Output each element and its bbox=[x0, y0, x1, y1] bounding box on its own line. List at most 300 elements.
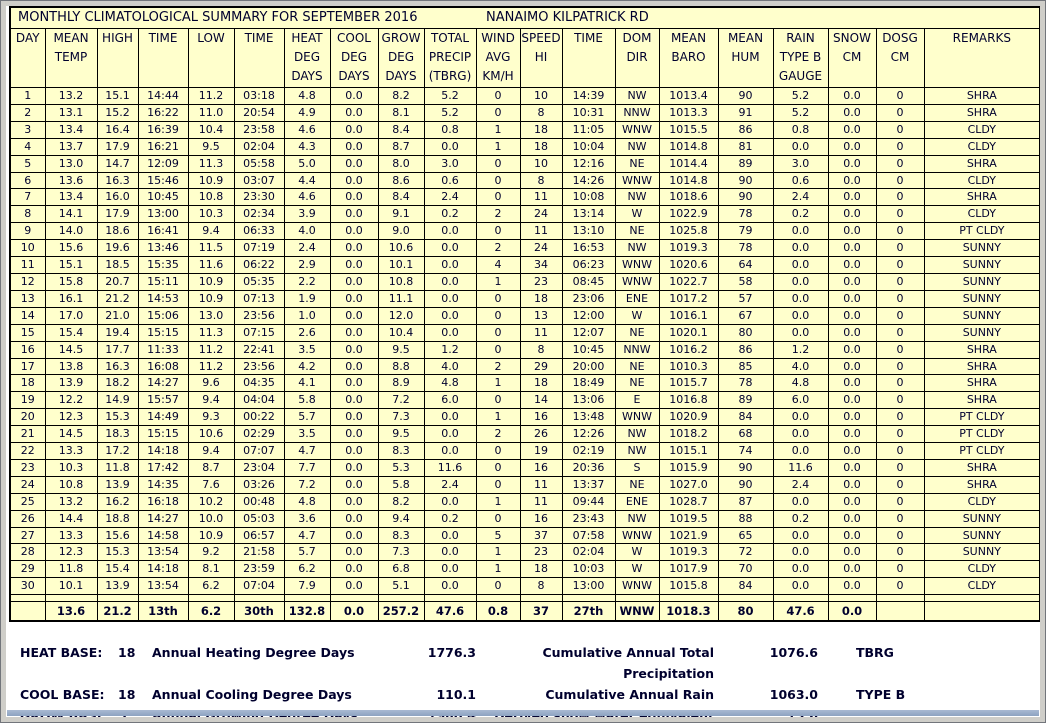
table-cell: SUNNY bbox=[924, 257, 1040, 274]
footer-summary bbox=[20, 642, 1030, 717]
table-cell: 0 bbox=[476, 476, 520, 493]
table-cell: CLDY bbox=[924, 578, 1040, 595]
table-cell: 3.5 bbox=[284, 426, 330, 443]
climatological-summary-table bbox=[9, 6, 1040, 622]
table-cell: 0.0 bbox=[424, 307, 476, 324]
table-cell: 15.1 bbox=[97, 88, 138, 105]
header-line: HUM bbox=[731, 50, 760, 64]
table-cell: 0.0 bbox=[773, 426, 828, 443]
table-cell: 0.0 bbox=[330, 138, 378, 155]
table-cell: 16 bbox=[520, 459, 562, 476]
table-cell: 0.0 bbox=[828, 602, 876, 622]
table-cell: 1019.5 bbox=[659, 510, 718, 527]
table-cell: 0.0 bbox=[330, 189, 378, 206]
table-cell: 07:07 bbox=[234, 443, 284, 460]
table-cell bbox=[234, 595, 284, 602]
table-cell: 4.0 bbox=[284, 223, 330, 240]
table-cell: 0.0 bbox=[773, 324, 828, 341]
table-cell: 65 bbox=[718, 527, 773, 544]
table-cell: 14:44 bbox=[138, 88, 188, 105]
table-cell: 23:59 bbox=[234, 561, 284, 578]
table-cell: 0.0 bbox=[828, 290, 876, 307]
table-row bbox=[10, 138, 1040, 155]
table-cell: 03:18 bbox=[234, 88, 284, 105]
table-cell: 5.2 bbox=[424, 104, 476, 121]
table-cell: 0.0 bbox=[828, 443, 876, 460]
cumulative-rain-label: Cumulative Annual Rain bbox=[545, 687, 714, 702]
table-cell bbox=[45, 595, 97, 602]
table-cell: 0.0 bbox=[828, 358, 876, 375]
table-cell: 8.0 bbox=[378, 155, 424, 172]
table-cell: 0 bbox=[476, 459, 520, 476]
table-cell: 20 bbox=[10, 409, 45, 426]
table-cell bbox=[924, 602, 1040, 622]
table-cell: 07:15 bbox=[234, 324, 284, 341]
table-cell: 18 bbox=[520, 138, 562, 155]
table-cell: SUNNY bbox=[924, 290, 1040, 307]
table-cell: 10.1 bbox=[45, 578, 97, 595]
table-cell: 9.6 bbox=[188, 375, 234, 392]
table-cell: SHRA bbox=[924, 189, 1040, 206]
table-cell: 2.9 bbox=[284, 257, 330, 274]
table-cell: 30th bbox=[234, 602, 284, 622]
table-cell: 0 bbox=[876, 459, 924, 476]
table-cell: 13th bbox=[138, 602, 188, 622]
table-cell bbox=[659, 595, 718, 602]
table-cell: 14.9 bbox=[97, 392, 138, 409]
table-cell: 90 bbox=[718, 88, 773, 105]
table-cell: 23:56 bbox=[234, 358, 284, 375]
table-cell: 07:19 bbox=[234, 240, 284, 257]
table-cell: 8.1 bbox=[378, 104, 424, 121]
table-cell: 07:58 bbox=[562, 527, 615, 544]
table-cell: 8 bbox=[520, 341, 562, 358]
table-row bbox=[10, 172, 1040, 189]
table-cell: 10.4 bbox=[188, 121, 234, 138]
table-row bbox=[10, 88, 1040, 105]
table-cell: 0.0 bbox=[773, 307, 828, 324]
table-row bbox=[10, 426, 1040, 443]
table-row bbox=[10, 189, 1040, 206]
header-line: LOW bbox=[197, 31, 225, 45]
table-cell: 0.0 bbox=[828, 172, 876, 189]
table-cell: 1013.4 bbox=[659, 88, 718, 105]
header-line: MEAN bbox=[727, 31, 764, 45]
table-body bbox=[10, 88, 1040, 622]
table-cell: ENE bbox=[615, 290, 659, 307]
table-cell: 0.0 bbox=[424, 290, 476, 307]
table-cell: 34 bbox=[520, 257, 562, 274]
table-cell: 11.5 bbox=[188, 240, 234, 257]
table-cell: 6.2 bbox=[284, 561, 330, 578]
table-cell: 30 bbox=[10, 578, 45, 595]
table-cell: 0.0 bbox=[828, 138, 876, 155]
table-cell: 0 bbox=[876, 358, 924, 375]
table-cell: 1017.2 bbox=[659, 290, 718, 307]
table-cell: 4.8 bbox=[424, 375, 476, 392]
table-row bbox=[10, 561, 1040, 578]
table-cell: 21.2 bbox=[97, 602, 138, 622]
table-cell: 0 bbox=[476, 510, 520, 527]
table-cell: 1010.3 bbox=[659, 358, 718, 375]
table-cell: 4.9 bbox=[284, 104, 330, 121]
table-cell: 0 bbox=[476, 172, 520, 189]
header-line: COOL bbox=[337, 31, 371, 45]
table-cell: 10:45 bbox=[562, 341, 615, 358]
report-content-area bbox=[6, 6, 1040, 717]
table-cell: 02:29 bbox=[234, 426, 284, 443]
annual-heating-label: Annual Heating Degree Days bbox=[152, 645, 355, 660]
table-cell: 11.6 bbox=[773, 459, 828, 476]
table-cell: 0.6 bbox=[424, 172, 476, 189]
table-cell: 1018.3 bbox=[659, 602, 718, 622]
table-cell: 0.2 bbox=[773, 510, 828, 527]
header-line: DAY bbox=[15, 31, 40, 45]
table-cell: NW bbox=[615, 510, 659, 527]
table-cell: 02:04 bbox=[234, 138, 284, 155]
table-cell: 5.2 bbox=[424, 88, 476, 105]
table-cell: CLDY bbox=[924, 561, 1040, 578]
table-cell: 3.0 bbox=[773, 155, 828, 172]
heat-base-value: 18 bbox=[118, 645, 136, 660]
table-cell: 67 bbox=[718, 307, 773, 324]
table-cell: 0.0 bbox=[828, 578, 876, 595]
table-cell: 0.0 bbox=[828, 375, 876, 392]
table-cell: 84 bbox=[718, 409, 773, 426]
table-cell bbox=[828, 595, 876, 602]
table-cell: CLDY bbox=[924, 206, 1040, 223]
table-cell: 17.9 bbox=[97, 206, 138, 223]
table-cell: 0.0 bbox=[424, 578, 476, 595]
table-cell: 16:41 bbox=[138, 223, 188, 240]
table-cell: 0 bbox=[876, 121, 924, 138]
table-cell: 0.0 bbox=[330, 578, 378, 595]
table-cell: 0 bbox=[876, 443, 924, 460]
table-cell: 1020.1 bbox=[659, 324, 718, 341]
table-cell bbox=[876, 602, 924, 622]
table-cell: 10.1 bbox=[378, 257, 424, 274]
table-cell: 0.0 bbox=[330, 88, 378, 105]
table-cell: 3.0 bbox=[424, 155, 476, 172]
table-cell: 10:04 bbox=[562, 138, 615, 155]
table-cell: 0 bbox=[876, 206, 924, 223]
table-cell: 17:42 bbox=[138, 459, 188, 476]
table-cell: 22 bbox=[10, 443, 45, 460]
table-cell: 00:48 bbox=[234, 493, 284, 510]
table-cell: 9 bbox=[10, 223, 45, 240]
table-cell: 4.8 bbox=[773, 375, 828, 392]
table-cell: 11 bbox=[520, 223, 562, 240]
table-cell: 1015.9 bbox=[659, 459, 718, 476]
table-cell: 0.0 bbox=[330, 510, 378, 527]
table-cell: 12:09 bbox=[138, 155, 188, 172]
table-cell: PT CLDY bbox=[924, 409, 1040, 426]
table-cell: 0.0 bbox=[828, 409, 876, 426]
table-cell: 1014.4 bbox=[659, 155, 718, 172]
table-cell: 23:04 bbox=[234, 459, 284, 476]
table-cell: 0.0 bbox=[773, 544, 828, 561]
table-cell: W bbox=[615, 544, 659, 561]
header-line: DAYS bbox=[338, 69, 370, 83]
table-cell: 14.0 bbox=[45, 223, 97, 240]
column-header-dom-dir bbox=[615, 29, 659, 88]
table-cell: 9.5 bbox=[188, 138, 234, 155]
table-cell: 9.4 bbox=[188, 443, 234, 460]
table-cell: 05:35 bbox=[234, 273, 284, 290]
table-cell: 11 bbox=[520, 324, 562, 341]
table-cell: 1 bbox=[476, 138, 520, 155]
table-cell: 0 bbox=[876, 527, 924, 544]
table-cell: 9.5 bbox=[378, 341, 424, 358]
header-line: DOSG bbox=[882, 31, 918, 45]
table-cell: 79 bbox=[718, 223, 773, 240]
table-cell: 0.0 bbox=[828, 561, 876, 578]
table-cell: 5.8 bbox=[284, 392, 330, 409]
table-cell: 3.5 bbox=[284, 341, 330, 358]
header-line: CM bbox=[890, 50, 910, 64]
table-cell bbox=[924, 595, 1040, 602]
table-cell: SHRA bbox=[924, 88, 1040, 105]
table-title-cell bbox=[10, 7, 1040, 29]
table-cell: 0 bbox=[476, 392, 520, 409]
table-cell: 4.8 bbox=[284, 493, 330, 510]
table-cell: 0.0 bbox=[424, 561, 476, 578]
table-cell: 19.6 bbox=[97, 240, 138, 257]
table-cell: 0.0 bbox=[330, 358, 378, 375]
table-cell: 0.0 bbox=[828, 544, 876, 561]
table-cell: 64 bbox=[718, 257, 773, 274]
header-line: SPEED bbox=[521, 31, 561, 45]
table-cell: 4.7 bbox=[284, 443, 330, 460]
table-cell: 14.7 bbox=[97, 155, 138, 172]
header-line: DEG bbox=[293, 50, 321, 64]
table-cell: 12 bbox=[10, 273, 45, 290]
table-cell: CLDY bbox=[924, 121, 1040, 138]
table-cell: 18.8 bbox=[97, 510, 138, 527]
table-cell: 18 bbox=[10, 375, 45, 392]
table-cell: 20:36 bbox=[562, 459, 615, 476]
table-cell: 1 bbox=[476, 409, 520, 426]
table-cell: 74 bbox=[718, 443, 773, 460]
table-cell: 13 bbox=[520, 307, 562, 324]
column-header-mean-baro bbox=[659, 29, 718, 88]
table-cell: 0.0 bbox=[330, 443, 378, 460]
table-cell: 06:33 bbox=[234, 223, 284, 240]
table-cell: 0.0 bbox=[828, 459, 876, 476]
table-cell: PT CLDY bbox=[924, 443, 1040, 460]
table-cell: 9.4 bbox=[378, 510, 424, 527]
table-cell: 11.8 bbox=[45, 561, 97, 578]
table-cell: 18 bbox=[520, 121, 562, 138]
table-cell: 1028.7 bbox=[659, 493, 718, 510]
table-cell: 18.2 bbox=[97, 375, 138, 392]
table-cell: ENE bbox=[615, 493, 659, 510]
table-cell: 0.0 bbox=[828, 189, 876, 206]
table-cell: 12:07 bbox=[562, 324, 615, 341]
table-cell: 3.6 bbox=[284, 510, 330, 527]
table-cell: 12.2 bbox=[45, 392, 97, 409]
table-cell: 8.3 bbox=[378, 527, 424, 544]
table-cell: 8.2 bbox=[378, 88, 424, 105]
table-cell: 1016.1 bbox=[659, 307, 718, 324]
table-cell: 15:57 bbox=[138, 392, 188, 409]
column-header-high bbox=[97, 29, 138, 88]
table-cell: 0.0 bbox=[773, 578, 828, 595]
table-cell: 7.3 bbox=[378, 409, 424, 426]
header-line: DIR bbox=[626, 50, 648, 64]
table-cell: 5 bbox=[10, 155, 45, 172]
table-cell: 11.2 bbox=[188, 341, 234, 358]
table-row bbox=[10, 459, 1040, 476]
table-cell: 0.0 bbox=[330, 561, 378, 578]
table-cell: 26 bbox=[520, 426, 562, 443]
header-line: TYPE B bbox=[779, 50, 822, 64]
table-cell: 7.6 bbox=[188, 476, 234, 493]
table-cell: W bbox=[615, 307, 659, 324]
header-line: TIME bbox=[574, 31, 603, 45]
table-cell: 11.0 bbox=[188, 104, 234, 121]
table-cell: 1 bbox=[476, 375, 520, 392]
table-cell: 0 bbox=[476, 104, 520, 121]
header-line: HI bbox=[534, 50, 548, 64]
table-cell: 10.9 bbox=[188, 527, 234, 544]
table-cell: E bbox=[615, 392, 659, 409]
table-cell: 0.0 bbox=[773, 561, 828, 578]
header-line: DAYS bbox=[291, 69, 323, 83]
table-cell: 20:54 bbox=[234, 104, 284, 121]
table-cell: 00:22 bbox=[234, 409, 284, 426]
table-cell: 16:18 bbox=[138, 493, 188, 510]
table-row bbox=[10, 240, 1040, 257]
spacer-row bbox=[10, 595, 1040, 602]
table-cell: 7.9 bbox=[284, 578, 330, 595]
table-cell: 12.3 bbox=[45, 544, 97, 561]
table-cell bbox=[476, 595, 520, 602]
table-cell: 21:58 bbox=[234, 544, 284, 561]
table-cell: 1027.0 bbox=[659, 476, 718, 493]
table-cell: 13:10 bbox=[562, 223, 615, 240]
table-cell: 10.6 bbox=[188, 426, 234, 443]
column-header-grow-deg-days bbox=[378, 29, 424, 88]
table-cell: 0 bbox=[876, 257, 924, 274]
table-cell: 17.0 bbox=[45, 307, 97, 324]
table-cell: 0.0 bbox=[828, 155, 876, 172]
table-cell: CLDY bbox=[924, 172, 1040, 189]
table-cell: 0.0 bbox=[424, 257, 476, 274]
table-cell: 0 bbox=[876, 189, 924, 206]
table-cell: W bbox=[615, 206, 659, 223]
table-cell bbox=[10, 602, 45, 622]
table-cell: 15.3 bbox=[97, 544, 138, 561]
table-cell: 11.2 bbox=[188, 88, 234, 105]
table-cell: 0.0 bbox=[424, 409, 476, 426]
table-cell: 0.0 bbox=[330, 409, 378, 426]
table-cell: 16:08 bbox=[138, 358, 188, 375]
table-cell: 27 bbox=[10, 527, 45, 544]
table-cell: 0.0 bbox=[330, 459, 378, 476]
table-cell: 13.4 bbox=[45, 189, 97, 206]
table-cell: 02:19 bbox=[562, 443, 615, 460]
table-cell: NNW bbox=[615, 104, 659, 121]
cool-base-label: COOL BASE: bbox=[20, 687, 105, 702]
table-title-row bbox=[10, 7, 1040, 29]
table-cell bbox=[615, 595, 659, 602]
annual-cooling-value: 110.1 bbox=[436, 687, 476, 702]
table-cell: SUNNY bbox=[924, 324, 1040, 341]
table-cell: 2 bbox=[10, 104, 45, 121]
table-cell: 0.0 bbox=[773, 493, 828, 510]
table-cell: NW bbox=[615, 443, 659, 460]
table-cell: 80 bbox=[718, 602, 773, 622]
table-cell: 1.2 bbox=[424, 341, 476, 358]
table-cell: 0.0 bbox=[828, 88, 876, 105]
table-cell: 21 bbox=[10, 426, 45, 443]
table-cell: 14.4 bbox=[45, 510, 97, 527]
table-row bbox=[10, 493, 1040, 510]
table-cell: 10 bbox=[520, 88, 562, 105]
cool-base-value: 18 bbox=[118, 687, 136, 702]
table-cell: 10.9 bbox=[188, 172, 234, 189]
table-cell: 2 bbox=[476, 206, 520, 223]
table-cell: 12.0 bbox=[378, 307, 424, 324]
table-cell: 15:06 bbox=[138, 307, 188, 324]
table-cell: 11.2 bbox=[188, 358, 234, 375]
table-cell: 0 bbox=[476, 307, 520, 324]
table-cell: 12:26 bbox=[562, 426, 615, 443]
table-cell: 14:27 bbox=[138, 375, 188, 392]
table-cell: 80 bbox=[718, 324, 773, 341]
table-cell: 0 bbox=[876, 155, 924, 172]
table-cell: 0 bbox=[876, 324, 924, 341]
table-cell: 18 bbox=[520, 290, 562, 307]
table-cell: 16 bbox=[520, 409, 562, 426]
table-row bbox=[10, 121, 1040, 138]
table-cell: 0.0 bbox=[773, 257, 828, 274]
header-line: MEAN bbox=[53, 31, 89, 45]
table-cell: 8 bbox=[10, 206, 45, 223]
table-cell: 0.0 bbox=[330, 324, 378, 341]
table-cell: 04:35 bbox=[234, 375, 284, 392]
table-cell: 0.0 bbox=[330, 121, 378, 138]
table-cell: 06:22 bbox=[234, 257, 284, 274]
table-cell: 29 bbox=[10, 561, 45, 578]
table-cell: 0.0 bbox=[424, 138, 476, 155]
table-cell: 2.6 bbox=[284, 324, 330, 341]
table-cell: 15.6 bbox=[45, 240, 97, 257]
table-cell bbox=[876, 595, 924, 602]
table-cell: 2 bbox=[476, 240, 520, 257]
table-cell: 0 bbox=[876, 307, 924, 324]
table-cell: 8.6 bbox=[378, 172, 424, 189]
table-cell: 21.0 bbox=[97, 307, 138, 324]
table-cell: 17.9 bbox=[97, 138, 138, 155]
table-cell: 0.0 bbox=[330, 273, 378, 290]
table-cell: 0 bbox=[876, 375, 924, 392]
table-cell: 4.0 bbox=[773, 358, 828, 375]
table-cell: 0 bbox=[876, 223, 924, 240]
table-row bbox=[10, 578, 1040, 595]
table-cell: 1014.8 bbox=[659, 172, 718, 189]
table-cell: 4.0 bbox=[424, 358, 476, 375]
table-cell: 15.3 bbox=[97, 409, 138, 426]
table-cell bbox=[138, 595, 188, 602]
table-cell: SHRA bbox=[924, 155, 1040, 172]
table-cell: 04:04 bbox=[234, 392, 284, 409]
table-cell: 11 bbox=[10, 257, 45, 274]
table-cell: 1 bbox=[476, 493, 520, 510]
table-cell: WNW bbox=[615, 409, 659, 426]
table-cell: 90 bbox=[718, 189, 773, 206]
